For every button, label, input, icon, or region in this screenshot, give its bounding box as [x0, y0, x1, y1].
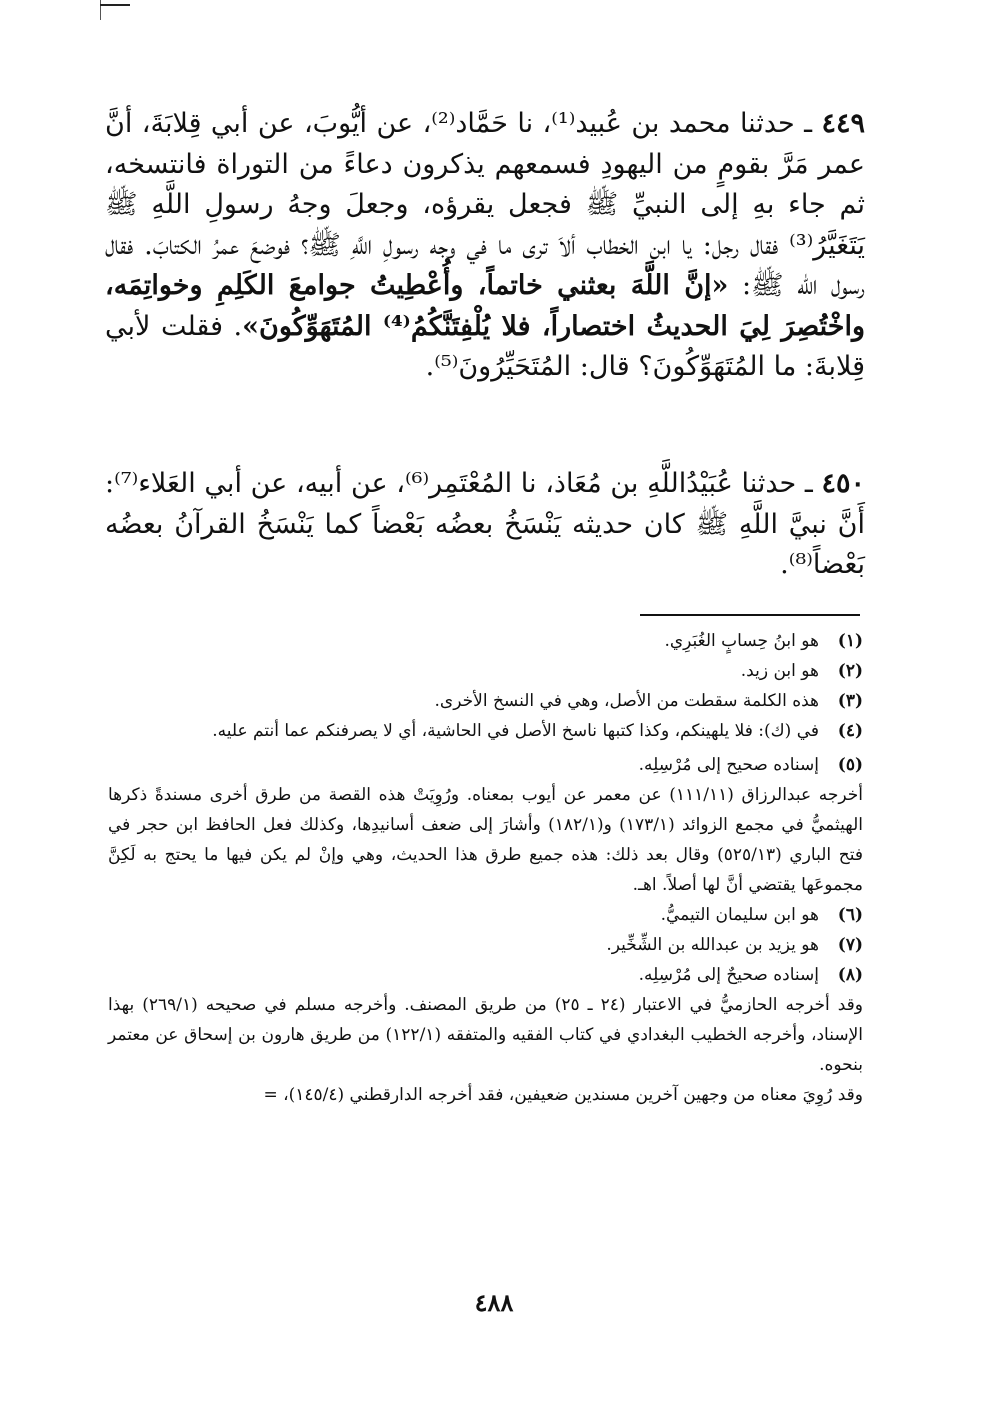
footnote-text: هو ابن سليمان التيميُّ.	[660, 905, 819, 925]
hadith-text-end: . فقلت لأبي قِلابةَ: ما المُتَهَوِّكُونَ؟ قال: المُتَحَيِّرُونَ⁽⁵⁾.	[105, 310, 865, 382]
footnote-continuation: وقد رُوِيَ معناه من وجهين آخرين مسندين ضعيفين، فقد أخرجه الدارقطني (١٤٥/٤)، =	[263, 1085, 863, 1105]
footnote-continuation: أخرجه عبدالرزاق (١١١/١١) عن معمر عن أيوب بمعناه. ورُوِيَتْ هذه القصة من طرق أخرى مسندةً ذكرها الهيثميُّ في مجمع الزوائد (١٧٣/١) و(١٨٢/١) وأشارَ إلى ضعف أسانيدِها، وكذلك فعل الحافظ ابن حجر في فتح الباري (٥٢٥/١٣) وقال بعد ذلك: هذه جميع طرق هذا الحديث، وهي وإنْ لم يكن فيها ما يحتج به لَكِنَّ مجموعَها يقتضي أنَّ لها أصلاً. اهـ.	[108, 785, 864, 895]
footnote	[108, 930, 863, 960]
footnote-number: (٦)	[837, 905, 863, 925]
footnote-text: هو ابنُ حِسابٍ الغُبَرِي.	[664, 631, 819, 651]
footnote-separator	[640, 614, 860, 616]
footnote-continuation: وقد أخرجه الحازميُّ في الاعتبار (٢٤ ـ ٢٥) من طريق المصنف. وأخرجه مسلم في صحيحه (٢٦٩/١) بهذا الإسناد، وأخرجه الخطيب البغدادي في كتاب الفقيه والمتفقه (١٢٢/١) من طريق هارون بن إسحاق عن معتمر بنحوه.	[108, 995, 863, 1075]
footnote-number: (٧)	[837, 935, 863, 955]
footnote-text: في (ك): فلا يلهينكم، وكذا كتبها ناسخ الأصل في الحاشية، أي لا يصرفنكم عما أنتم عليه.	[212, 721, 819, 741]
footnote-number: (١)	[837, 631, 863, 651]
hadith-449	[105, 104, 865, 388]
footnote	[108, 656, 863, 686]
footnote-number: (٨)	[837, 965, 863, 985]
page-edge-mark	[100, 4, 130, 6]
footnote-number: (٤)	[837, 721, 863, 741]
footnote-text: هو يزيد بن عبدالله بن الشِّخِّير.	[606, 935, 819, 955]
footnotes	[108, 626, 863, 1110]
page-number: ٤٨٨	[474, 1288, 514, 1317]
footnote	[108, 686, 863, 716]
page-edge-line	[100, 0, 101, 20]
footnote	[108, 900, 863, 930]
hadith-450	[105, 464, 865, 586]
footnote-text: إسناده صحيحٌ إلى مُرْسِلِه.	[638, 965, 819, 985]
hadith-number: ٤٤٩	[821, 108, 865, 139]
footnote-number: (٢)	[837, 661, 863, 681]
footnote-number: (٣)	[837, 691, 863, 711]
footnote-number: (٥)	[837, 755, 863, 775]
hadith-quote: «إنَّ اللَّهَ بعثني خاتماً، وأُعْطِيتُ جوامعَ الكَلِمِ وخواتِمَه، واخْتُصِرَ لِيَ الحديثُ اختصاراً، فلا يُلْفِتَنَّكُمُ⁽⁴⁾ المُتَهَوِّكُونَ»	[105, 270, 866, 342]
hadith-text: ـ حدثنا محمد بن عُبيد⁽¹⁾، نا حَمَّاد⁽²⁾، عن أيُّوبَ، عن أبي قِلابَةَ، أنَّ عمر مَرَّ بقومٍ من اليهودِ فسمعهم يذكرون دعاءً من التوراة فانتسخه، ثم جاء بهِ إلى النبيِّ ﷺ فجعل يقرؤه، وجعلَ وجهُ رسولِ اللَّهِ ﷺ يَتَغَيَّرُ⁽³⁾ فقال رجل: يا ابن الخطاب ألاَ ترى ما في وجه رسولِ اللَّهِ ﷺ؟ فوضعَ عمرُ الكتابَ. فقال رسول الله ﷺ:	[105, 108, 866, 301]
hadith-number: ٤٥٠	[821, 468, 865, 499]
footnote	[108, 626, 863, 656]
footnote	[108, 716, 863, 746]
footnote	[108, 750, 863, 780]
hadith-text: ـ حدثنا عُبَيْدُاللَّهِ بن مُعَاذ، نا المُعْتَمِر⁽⁶⁾، عن أبيه، عن أبي العَلاء⁽⁷⁾: أَنَّ نبيَّ اللَّهِ ﷺ كان حديثه يَنْسَخُ بعضُه بَعْضاً كما يَنْسَخُ القرآنُ بعضُه بَعْضاً⁽⁸⁾.	[105, 468, 865, 580]
footnote-text: هذه الكلمة سقطت من الأصل، وهي في النسخ الأخرى.	[434, 691, 819, 711]
footnote-text: إسناده صحيح إلى مُرْسِلِه.	[638, 755, 819, 775]
footnote	[108, 960, 863, 990]
footnote-text: هو ابن زيد.	[740, 661, 819, 681]
